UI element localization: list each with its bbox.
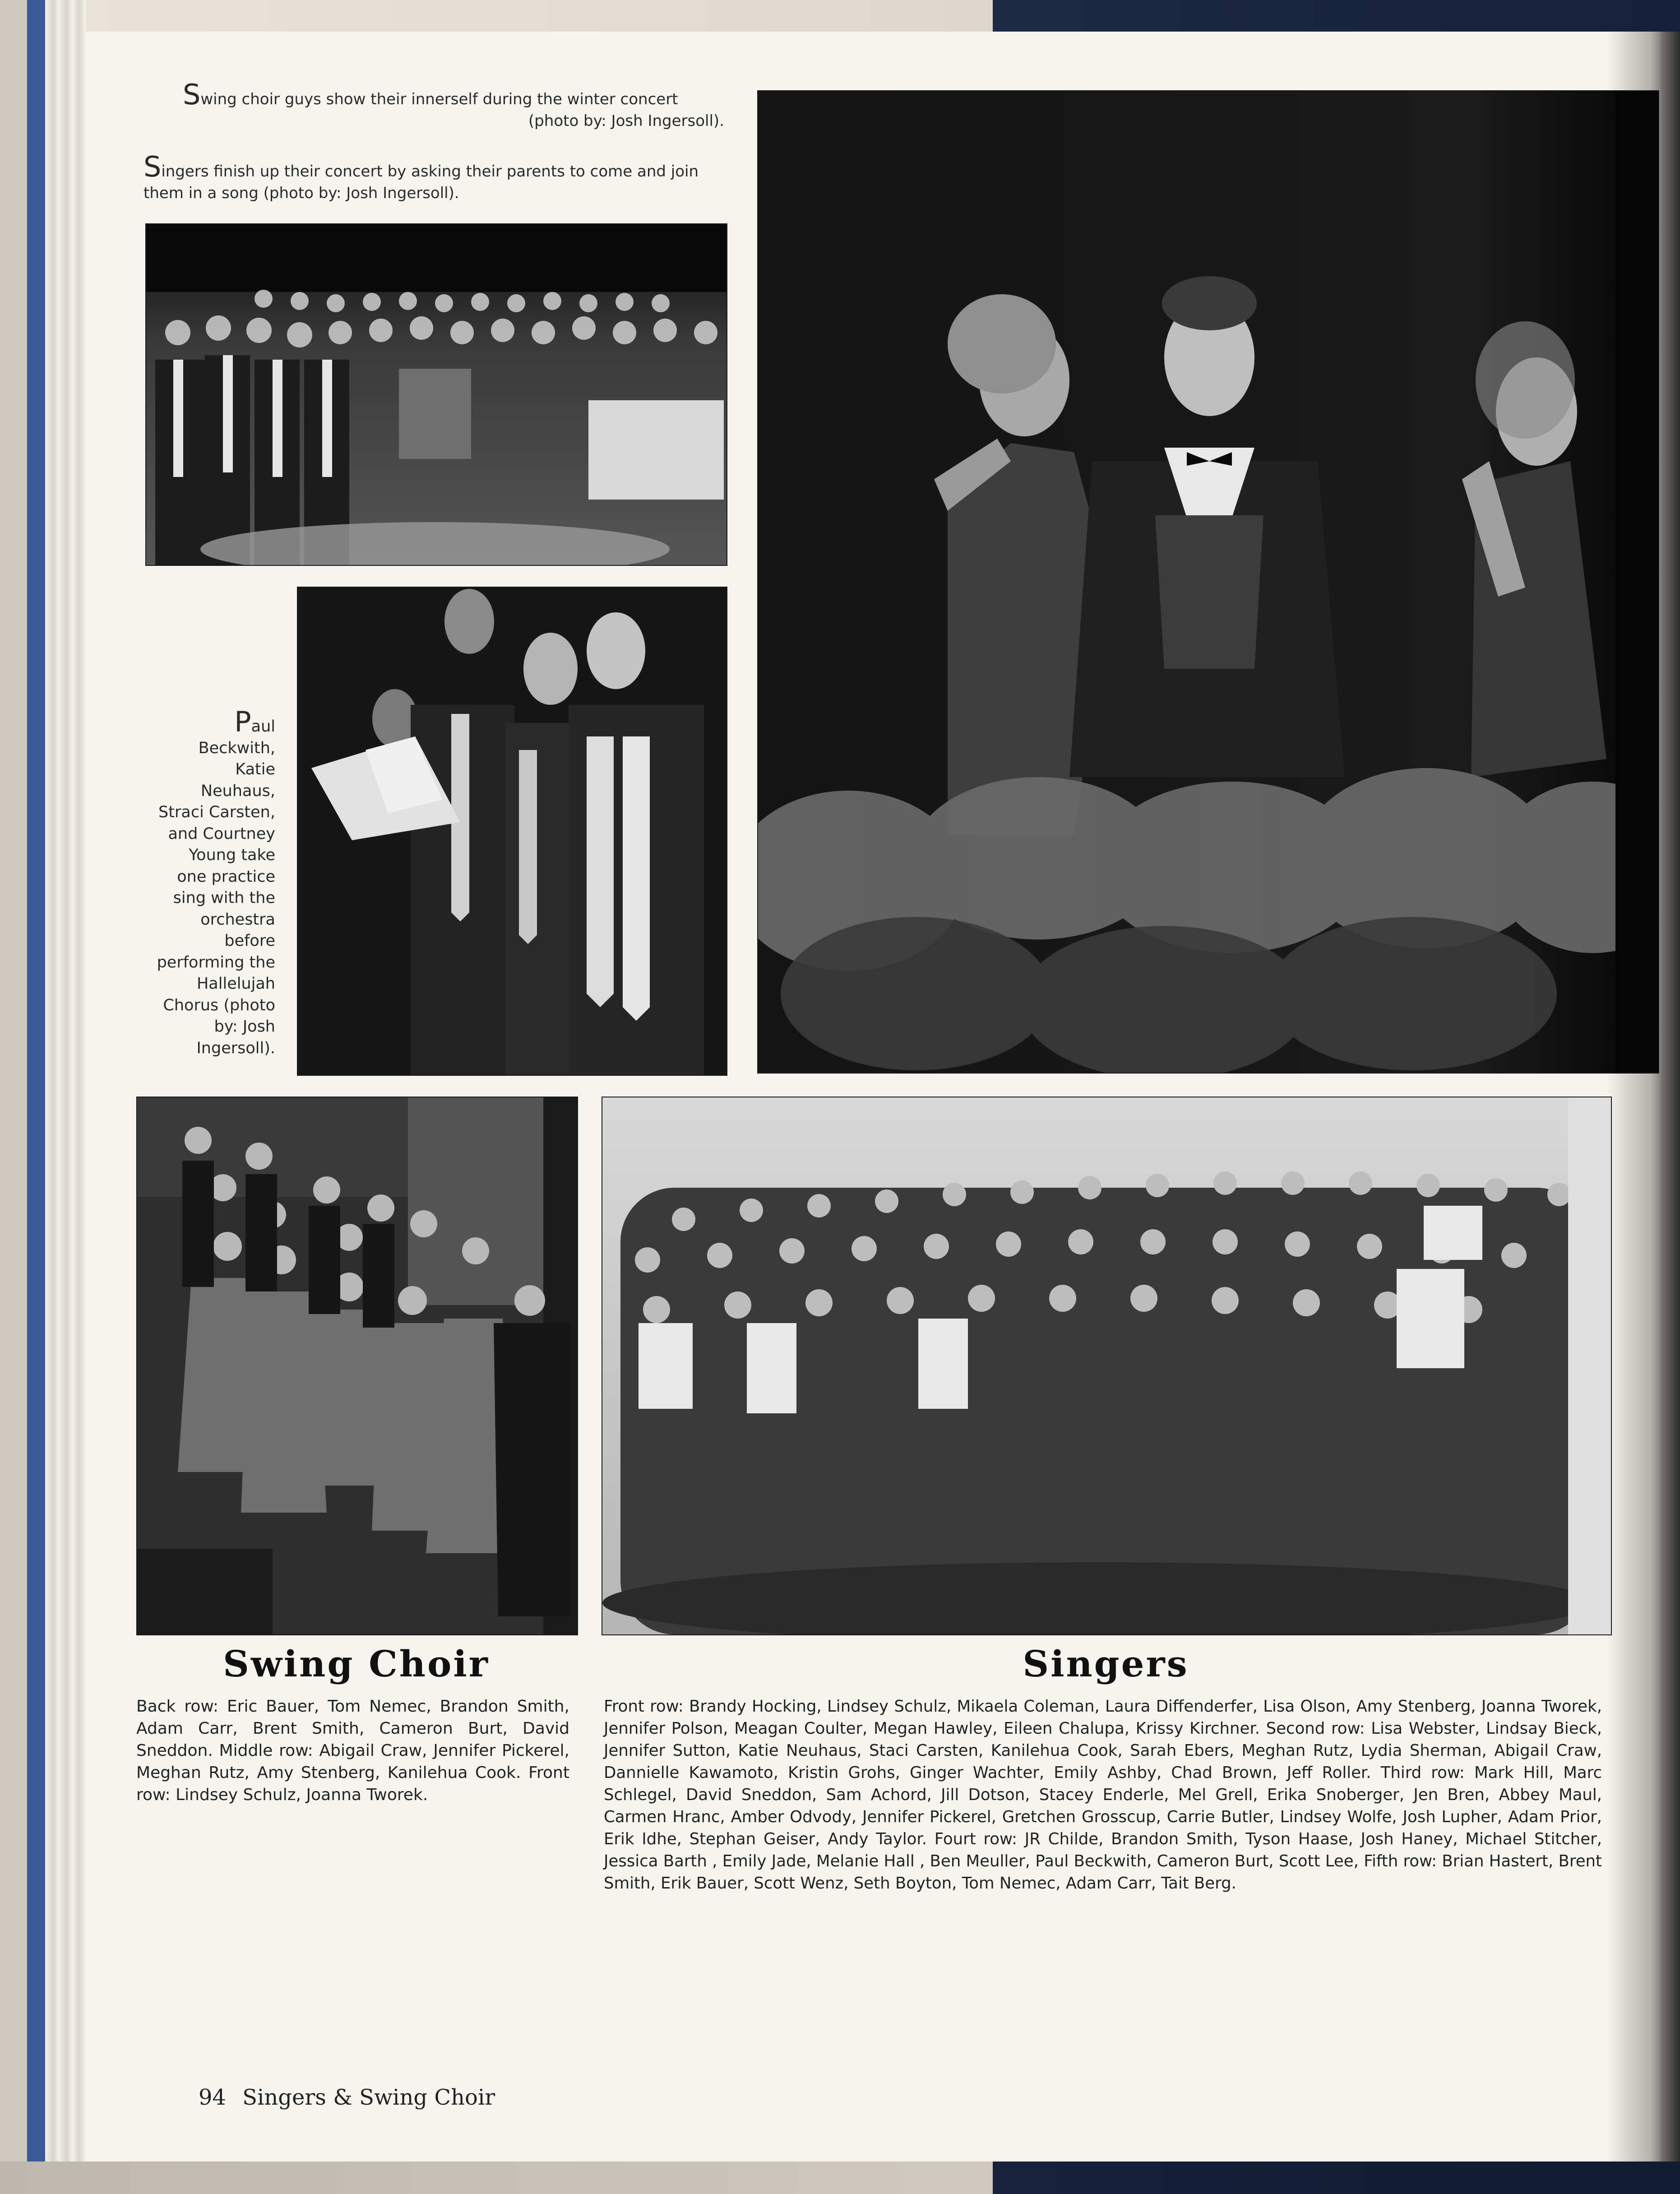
caption-line: Katie — [235, 760, 275, 778]
section-title: Singers & Swing Choir — [242, 2085, 495, 2110]
caption-paul-beckwith — [140, 705, 275, 1059]
singers-names — [604, 1695, 1602, 1894]
caption-text: wing choir guys show their innerself during the winter concert — [200, 90, 678, 108]
row-label: Middle row: — [219, 1741, 313, 1760]
page-number: 94 — [199, 2085, 227, 2110]
row-names: Eric Bauer, Tom Nemec, Brandon Smith, Adam Carr, Brent Smith, Cameron Burt, David Sneddon. — [136, 1697, 569, 1760]
row-label: Second row: — [1266, 1719, 1365, 1738]
caption-line: sing with the — [173, 889, 275, 907]
row-label: Fifth row: — [1364, 1852, 1437, 1870]
caption-line: Beckwith, — [198, 739, 275, 757]
row-names: Lisa Webster, Lindsay Bieck, Jennifer Sutton, Katie Neuhaus, Staci Carsten, Kanilehua Cook, Sarah Ebers, Meghan Rutz, Lydia Sherman, Abigail Craw, Dannielle Kawamoto, Kristin Grohs, Ginger Wachter, Emily Ashby, Chad Brown, Jeff Roller. — [604, 1719, 1602, 1782]
caption-text: ingers finish up their concert by asking their parents to come and join them in a song (photo by: Josh Ingersoll). — [143, 162, 699, 202]
caption-line: Hallelujah — [196, 975, 275, 993]
photo-swing-choir-group — [136, 1097, 578, 1635]
caption-line: by: Josh — [214, 1018, 275, 1036]
row-label: Back row: — [136, 1697, 219, 1716]
caption-line: one practice — [177, 867, 275, 886]
binding-top-edge — [0, 0, 1680, 32]
singers-heading: Singers — [1023, 1643, 1189, 1685]
caption-text: aul — [251, 717, 275, 736]
caption-credit: (photo by: Josh Ingersoll). — [528, 112, 724, 130]
caption-line: Neuhaus, — [200, 782, 275, 800]
caption-line: orchestra — [200, 910, 275, 929]
caption-line: performing the — [157, 953, 275, 972]
row-label: Front row: — [136, 1764, 569, 1804]
caption-line: Chorus (photo — [163, 996, 275, 1014]
row-names: Brian Hastert, Brent Smith, Erik Bauer, Scott Wenz, Seth Boyton, Tom Nemec, Adam Carr, Tait Berg. — [604, 1852, 1602, 1893]
caption-line: before — [224, 932, 275, 950]
row-label: Third row: — [1380, 1764, 1465, 1782]
caption-singers-finish — [143, 150, 726, 204]
caption-line: Ingersoll). — [196, 1039, 275, 1057]
row-label: Fourt row: — [934, 1830, 1018, 1848]
photo-practice-sing — [297, 587, 727, 1076]
caption-initial: P — [234, 705, 251, 738]
page-footer — [199, 2085, 511, 2110]
caption-swing-guys — [183, 78, 724, 132]
swing-choir-heading: Swing Choir — [223, 1643, 490, 1685]
row-label: Front row: — [604, 1697, 684, 1716]
caption-line: and Courtney — [168, 824, 275, 843]
caption-line: Straci Carsten, — [158, 803, 275, 821]
photo-choir-concert — [145, 223, 727, 566]
photo-singers-group — [602, 1097, 1612, 1635]
row-names: JR Childe, Brandon Smith, Tyson Haase, Josh Haney, Michael Stitcher, Jessica Barth , Emily Jade, Melanie Hall , Ben Meuller, Paul Beckwith, Cameron Burt, Scott Lee, — [604, 1830, 1602, 1870]
row-names: Brandy Hocking, Lindsey Schulz, Mikaela Coleman, Laura Diffenderfer, Lisa Olson, Amy Stenberg, Joanna Tworek, Jennifer Polson, Meagan Coulter, Megan Hawley, Eileen Chalupa, Krissy Kirchner. — [604, 1697, 1602, 1738]
caption-line: Young take — [189, 846, 275, 864]
row-names: Lindsey Schulz, Joanna Tworek. — [176, 1786, 428, 1804]
caption-initial: S — [143, 150, 162, 183]
book-spine-edge — [0, 0, 86, 2194]
binding-bottom-edge — [0, 2162, 1680, 2194]
swing-choir-names — [136, 1695, 569, 1806]
row-names: Mark Hill, Marc Schlegel, David Sneddon, Sam Achord, Jill Dotson, Stacey Enderle, Mel Grell, Erika Snoberger, Jen Bren, Abbey Maul, Carmen Hranc, Amber Odvody, Jennifer Pickerel, Gretchen Grosscup, Carrie Butler, Lindsey Wolfe, Josh Lupher, Adam Prior, Erik Idhe, Stephan Geiser, Andy Taylor. — [604, 1764, 1602, 1848]
caption-initial: S — [183, 78, 201, 111]
row-names: Abigail Craw, Jennifer Pickerel, Meghan Rutz, Amy Stenberg, Kanilehua Cook. — [136, 1741, 569, 1782]
photo-swing-choir-performance — [757, 90, 1659, 1074]
